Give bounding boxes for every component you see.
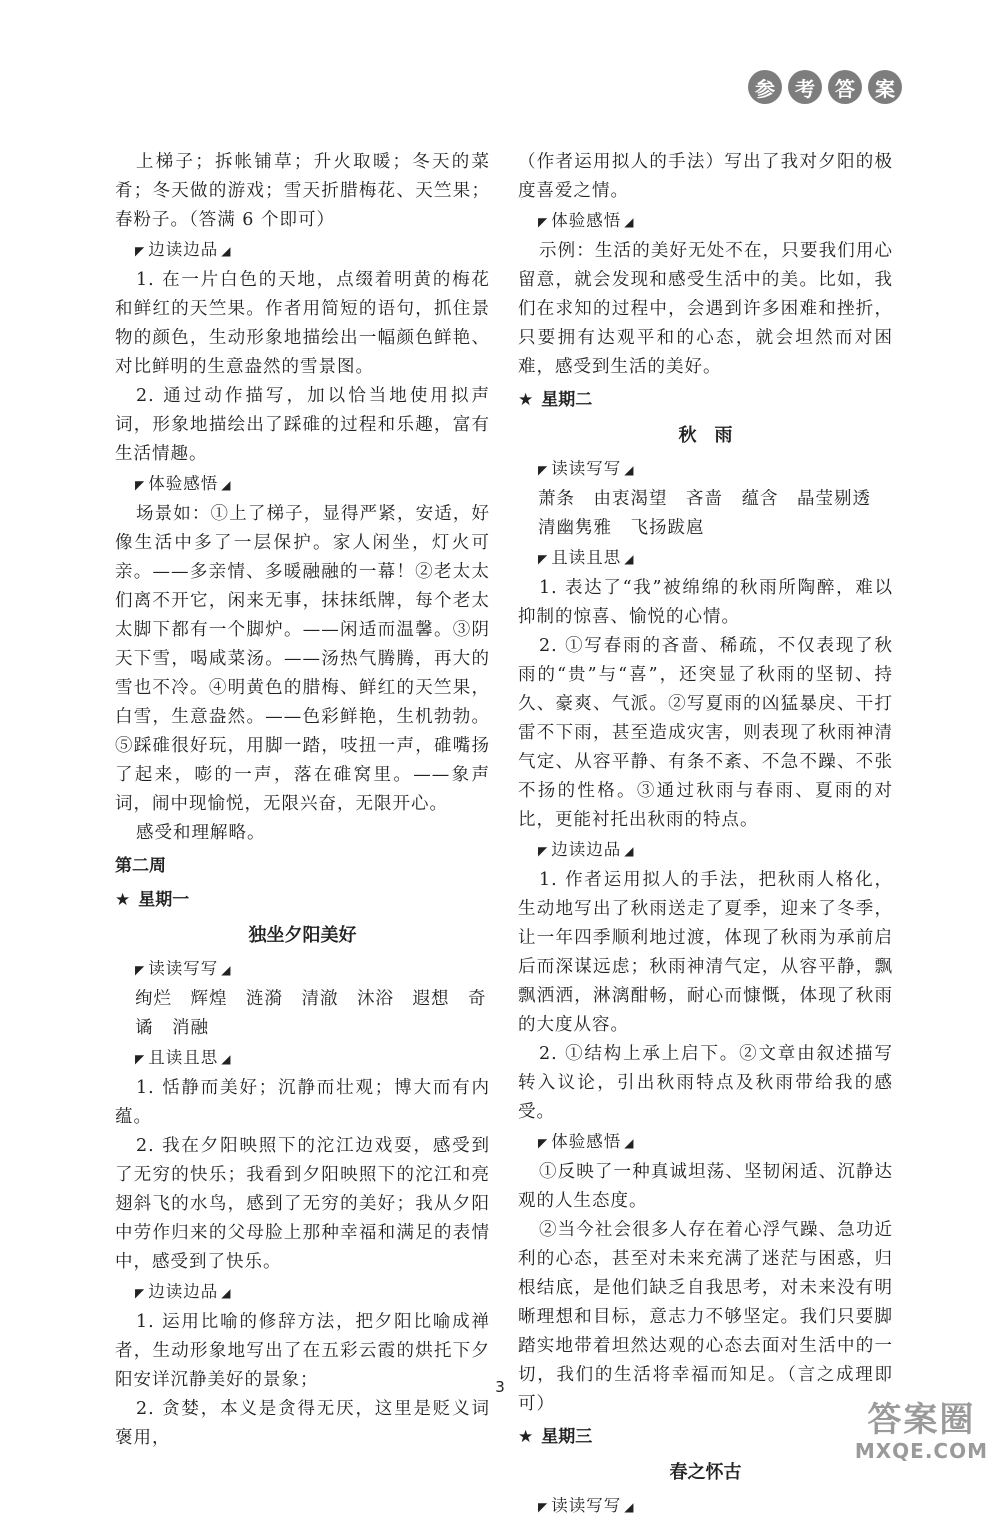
day-heading: ★ 星期二	[518, 390, 593, 410]
paragraph: 2. 通过动作描写，加以恰当地使用拟声词，形象地描绘出了踩碓的过程和乐趣，富有生活情趣。	[115, 386, 490, 464]
paragraph: 场景如：①上了梯子，显得严紧，安适，好像生活中多了一层保护。家人闲坐，灯火可亲。——多亲情、多暖融融的一幕！②老太太们离不开它，闲来无事，抹抹纸牌，每个老太太脚下都有一个脚炉。——闲适而温馨。③阴天下雪，喝咸菜汤。——汤热气腾腾，再大的雪也不冷。④明黄色的腊梅、鲜红的天竺果，白雪，生意盎然。——色彩鲜艳，生机勃勃。⑤踩碓很好玩，用脚一踏，吱扭一声，碓嘴扬了起来，嘭的一声，落在碓窝里。——象声词，闹中现愉悦，无限兴奋，无限开心。	[115, 504, 490, 814]
left-column	[115, 148, 490, 1453]
star-icon: ★	[518, 390, 534, 410]
triangle-icon: ◤	[538, 1500, 549, 1514]
badge-char: 答	[828, 70, 862, 104]
triangle-icon: ◢	[624, 215, 635, 229]
paragraph: 2. ①写春雨的吝啬、稀疏，不仅表现了秋雨的“贵”与“喜”，还突显了秋雨的坚韧、持久、豪爽、气派。②写夏雨的凶猛暴戾、干打雷不下雨，甚至造成灾害，则表现了秋雨神清气定、从容平静、有条不紊、不急不躁、不张不扬的性格。③通过秋雨与春雨、夏雨的对比，更能衬托出秋雨的特点。	[518, 636, 893, 830]
triangle-icon: ◢	[624, 1500, 635, 1514]
paragraph: 2. ①结构上承上启下。②文章由叙述描写转入议论，引出秋雨特点及秋雨带给我的感受。	[518, 1044, 893, 1122]
watermark-logo	[855, 1401, 988, 1463]
section-label: ◤ 边读边品 ◢	[135, 1282, 232, 1301]
header-badge	[748, 70, 902, 104]
paragraph: 1. 表达了“我”被绵绵的秋雨所陶醉，难以抑制的惊喜、愉悦的心情。	[518, 578, 893, 627]
triangle-icon: ◤	[135, 1052, 146, 1066]
article-title: 春之怀古	[669, 1462, 742, 1483]
section-label: ◤ 读读写写 ◢	[538, 459, 635, 478]
section-label: ◤ 边读边品 ◢	[538, 840, 635, 859]
badge-char: 参	[748, 70, 782, 104]
triangle-icon: ◢	[624, 463, 635, 477]
paragraph: 上梯子；拆帐铺草；升火取暖；冬天的菜肴；冬天做的游戏；雪天折腊梅花、天竺果；春粉子。（答满 6 个即可）	[115, 152, 490, 230]
triangle-icon: ◢	[624, 552, 635, 566]
paragraph: 2. 我在夕阳映照下的沱江边戏耍，感受到了无穷的快乐；我看到夕阳映照下的沱江和亮翅斜飞的水鸟，感到了无穷的美好；我从夕阳中劳作归来的父母脸上那种幸福和满足的表情中，感受到了快乐。	[115, 1136, 490, 1272]
right-column	[518, 148, 893, 1522]
paragraph: 示例：生活的美好无处不在，只要我们用心留意，就会发现和感受生活中的美。比如，我们在求知的过程中，会遇到许多困难和挫折，只要拥有达观平和的心态，就会坦然而对困难，感受到生活的美好。	[518, 241, 893, 377]
watermark-bottom: MXQE.COM	[854, 1439, 988, 1463]
triangle-icon: ◤	[538, 215, 549, 229]
paragraph: 1. 恬静而美好；沉静而壮观；博大而有内蕴。	[115, 1078, 490, 1127]
section-label: ◤ 体验感悟 ◢	[538, 211, 635, 230]
section-label: ◤ 读读写写 ◢	[135, 959, 232, 978]
triangle-icon: ◤	[538, 1136, 549, 1150]
week-heading: 第二周	[115, 856, 166, 876]
paragraph: ①反映了一种真诚坦荡、坚韧闲适、沉静达观的人生态度。	[518, 1162, 893, 1211]
triangle-icon: ◢	[221, 1052, 232, 1066]
section-label: ◤ 体验感悟 ◢	[135, 474, 232, 493]
triangle-icon: ◤	[135, 244, 146, 258]
triangle-icon: ◢	[221, 1286, 232, 1300]
paragraph: 1. 作者运用拟人的手法，把秋雨人格化，生动地写出了秋雨送走了夏季，迎来了冬季，让一年四季顺利地过渡，体现了秋雨为承前启后而深谋远虑；秋雨神清气定，从容平静，飘飘洒洒，淋漓酣畅，耐心而慷慨，体现了秋雨的大度从容。	[518, 870, 893, 1035]
badge-char: 考	[788, 70, 822, 104]
vocab-list: 绚烂 辉煌 涟漪 清澈 沐浴 遐想 奇谲 消融	[135, 989, 487, 1038]
article-title: 独坐夕阳美好	[248, 925, 357, 946]
triangle-icon: ◢	[624, 1136, 635, 1150]
section-label: ◤ 读读写写 ◢	[538, 1496, 635, 1515]
triangle-icon: ◢	[221, 478, 232, 492]
article-title: 秋 雨	[678, 425, 733, 446]
paragraph: 2. 贪婪，本义是贪得无厌，这里是贬义词褒用，	[115, 1399, 490, 1448]
section-label: ◤ 边读边品 ◢	[135, 240, 232, 259]
section-label: ◤ 且读且思 ◢	[538, 548, 635, 567]
star-icon: ★	[518, 1427, 534, 1447]
badge-char: 案	[868, 70, 902, 104]
day-heading: ★ 星期三	[518, 1427, 593, 1447]
star-icon: ★	[115, 890, 131, 910]
triangle-icon: ◤	[538, 552, 549, 566]
watermark-top: 答案圈	[867, 1400, 976, 1440]
section-label: ◤ 且读且思 ◢	[135, 1048, 232, 1067]
triangle-icon: ◤	[135, 1286, 146, 1300]
paragraph: 感受和理解略。	[136, 823, 266, 843]
triangle-icon: ◢	[221, 963, 232, 977]
triangle-icon: ◢	[624, 844, 635, 858]
triangle-icon: ◤	[538, 844, 549, 858]
triangle-icon: ◤	[135, 963, 146, 977]
page-number: 3	[495, 1378, 505, 1396]
triangle-icon: ◤	[538, 463, 549, 477]
triangle-icon: ◤	[135, 478, 146, 492]
paragraph: ②当今社会很多人存在着心浮气躁、急功近利的心态，甚至对未来充满了迷茫与困惑，归根结底，是他们缺乏自我思考，对未来没有明晰理想和目标，意志力不够坚定。我们只要脚踏实地带着坦然达观的心态去面对生活中的一切，我们的生活将幸福而知足。（言之成理即可）	[518, 1220, 893, 1414]
paragraph: 1. 在一片白色的天地，点缀着明黄的梅花和鲜红的天竺果。作者用简短的语句，抓住景物的颜色，生动形象地描绘出一幅颜色鲜艳、对比鲜明的生意盎然的雪景图。	[115, 270, 490, 377]
paragraph: （作者运用拟人的手法）写出了我对夕阳的极度喜爱之情。	[518, 152, 893, 201]
triangle-icon: ◢	[221, 244, 232, 258]
paragraph: 1. 运用比喻的修辞方法，把夕阳比喻成禅者，生动形象地写出了在五彩云霞的烘托下夕阳安详沉静美好的景象；	[115, 1312, 490, 1390]
day-heading: ★ 星期一	[115, 890, 190, 910]
vocab-list: 萧条 由衷渴望 吝啬 蕴含 晶莹剔透 清幽隽雅 飞扬跋扈	[538, 489, 890, 538]
section-label: ◤ 体验感悟 ◢	[538, 1132, 635, 1151]
